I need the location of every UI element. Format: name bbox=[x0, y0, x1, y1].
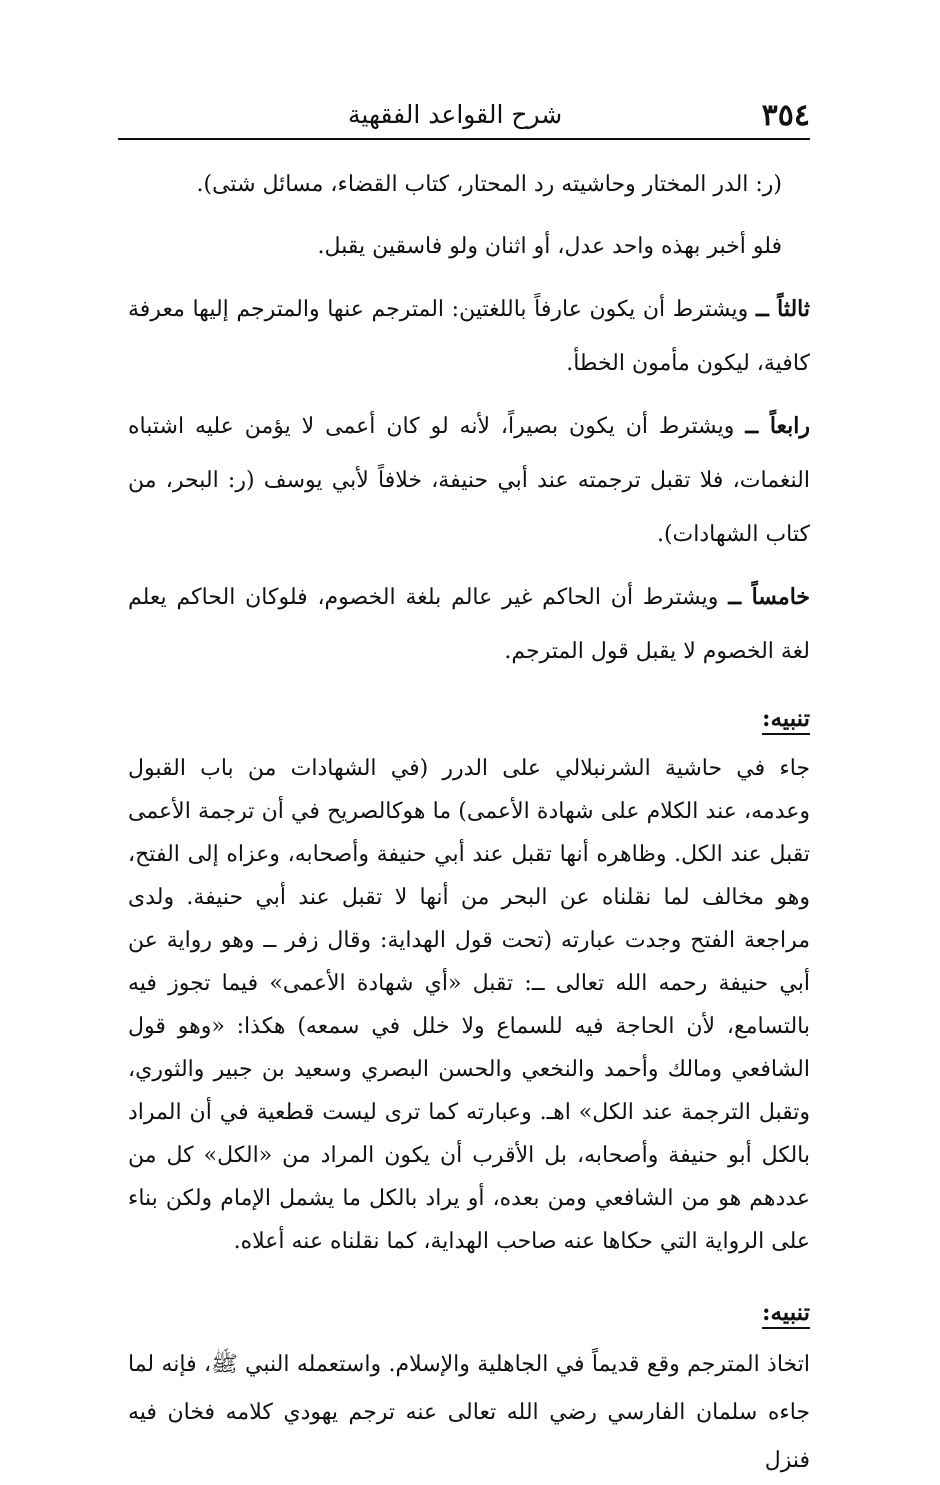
condition-fifth bbox=[128, 570, 810, 679]
condition-third bbox=[128, 282, 810, 391]
condition-fifth-lead: خامساً ــ bbox=[728, 584, 810, 610]
testimony-paragraph: فلو أخبر بهذه واحد عدل، أو اثنان ولو فاسقين يقبل. bbox=[317, 234, 782, 259]
condition-fourth-text: ويشترط أن يكون بصيراً، لأنه لو كان أعمى لا يؤمن عليه اشتباه النغمات، فلا تقبل ترجمته عند أبي حنيفة، خلافاً لأبي يوسف (ر: البحر، من كتاب الشهادات). bbox=[128, 414, 810, 547]
notice-title-1: تنبيه: bbox=[762, 707, 810, 735]
running-title: شرح القواعد الفقهية bbox=[348, 100, 563, 129]
notice-text-2: اتخاذ المترجم وقع قديماً في الجاهلية والإسلام. واستعمله النبي ﷺ، فإنه لما جاءه سلمان الفارسي رضي الله تعالى عنه ترجم يهودي كلامه فخان فيه فنزل bbox=[128, 1352, 810, 1473]
condition-fourth bbox=[128, 399, 810, 562]
condition-third-text: ويشترط أن يكون عارفاً باللغتين: المترجم عنها والمترجم إليها معرفة كافية، ليكون مأمون الخطأ. bbox=[128, 297, 810, 376]
notice-block-2 bbox=[128, 1287, 810, 1485]
notice-title-2: تنبيه: bbox=[762, 1301, 810, 1329]
notice-text-1: جاء في حاشية الشرنبلالي على الدرر (في الشهادات من باب القبول وعدمه، عند الكلام على شهادة الأعمى) ما هوكالصريح في أن ترجمة الأعمى تقبل عند الكل. وظاهره أنها تقبل عند أبي حنيفة وأصحابه، وعزاه إلى الفتح، وهو مخالف لما نقلناه عن البحر من أنها لا تقبل عند أبي حنيفة. ولدى مراجعة الفتح وجدت عبارته (تحت قول الهداية: وقال زفر ــ وهو رواية عن أبي حنيفة رحمه الله تعالى ــ: تقبل «أي شهادة الأعمى» فيما تجوز فيه بالتسامع، لأن الحاجة فيه للسماع ولا خلل في سمعه) هكذا: «وهو قول الشافعي ومالك وأحمد والنخعي والحسن البصري وسعيد بن جبير والثوري، وتقبل الترجمة عند الكل» اهـ. وعبارته كما ترى ليست قطعية في أن المراد بالكل أبو حنيفة وأصحابه، بل الأقرب أن يكون المراد من «الكل» كل من عددهم هو من الشافعي ومن بعده، أو يراد بالكل ما يشمل الإمام ولكن بناء على الرواية التي حكاها عنه صاحب الهداية، كما نقلناه عنه أعلاه. bbox=[128, 756, 810, 1254]
reference-paragraph: (ر: الدر المختار وحاشيته رد المحتار، كتاب القضاء، مسائل شتى). bbox=[196, 172, 782, 197]
condition-fourth-lead: رابعاً ــ bbox=[745, 413, 810, 439]
notice-block-1 bbox=[128, 693, 810, 1263]
page-header bbox=[118, 96, 810, 140]
page-body bbox=[128, 158, 810, 1485]
condition-fifth-text: ويشترط أن الحاكم غير عالم بلغة الخصوم، فلوكان الحاكم يعلم لغة الخصوم لا يقبل قول المترجم. bbox=[128, 585, 810, 664]
page-number: ٣٥٤ bbox=[761, 98, 810, 133]
condition-third-lead: ثالثاً ــ bbox=[755, 296, 811, 322]
